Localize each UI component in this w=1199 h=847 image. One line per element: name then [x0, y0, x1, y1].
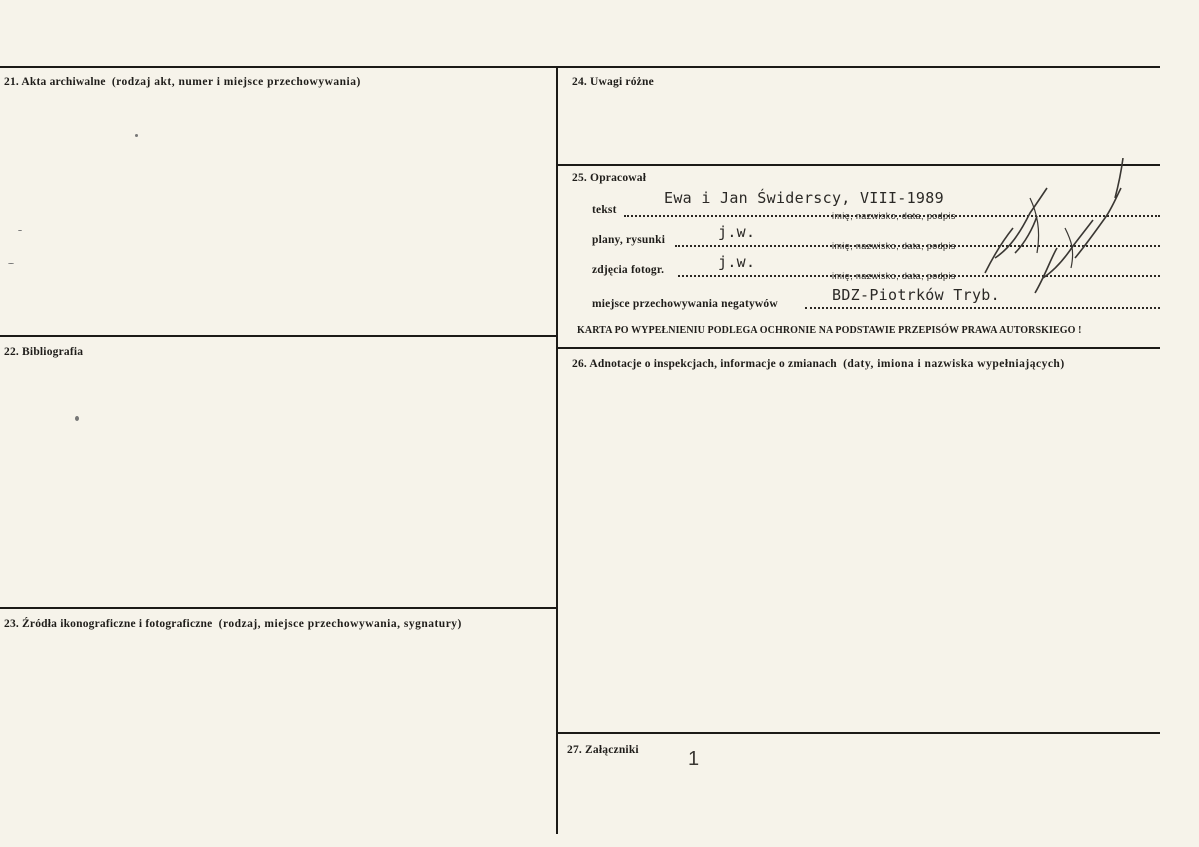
- section-26-title: 26. Adnotacje o inspekcjach, informacje o zmianach: [572, 358, 837, 370]
- section-25-label: 25. Opracował: [572, 172, 647, 184]
- rule-right-26: [556, 347, 1160, 349]
- rule-left-22: [0, 335, 558, 337]
- tekst-label: tekst: [592, 204, 617, 216]
- attachments-value: 1: [688, 748, 700, 770]
- section-21-label: [4, 76, 361, 88]
- signature-stroke-2: [1035, 158, 1123, 293]
- signature-stroke-1: [985, 188, 1047, 273]
- plany-label: plany, rysunki: [592, 234, 666, 246]
- zdjecia-caption: imię, nazwisko, data, podpis: [832, 271, 956, 281]
- tekst-caption: imię, nazwisko, data, podpis: [832, 211, 956, 221]
- signature-scribble: [975, 158, 1145, 308]
- negatywy-label: miejsce przechowywania negatywów: [592, 298, 778, 310]
- section-23-label: [4, 618, 462, 630]
- paper-speck: [8, 263, 14, 264]
- tekst-value: Ewa i Jan Świderscy, VIII-1989: [664, 189, 944, 207]
- paper-speck: [135, 134, 138, 137]
- section-27-label: 27. Załączniki: [567, 744, 639, 756]
- negatywy-value: BDZ-Piotrków Tryb.: [832, 286, 1000, 304]
- top-rule: [0, 66, 1160, 68]
- plany-value: j.w.: [718, 223, 756, 241]
- section-21-title: 21. Akta archiwalne: [4, 76, 106, 88]
- copyright-notice: KARTA PO WYPEŁNIENIU PODLEGA OCHRONIE NA PODSTAWIE PRZEPISÓW PRAWA AUTORSKIEGO !: [577, 325, 1082, 336]
- paper-speck: [75, 416, 79, 421]
- section-26-subtitle: (daty, imiona i nazwiska wypełniających): [843, 358, 1065, 370]
- plany-caption: imię, nazwisko, data, podpis: [832, 241, 956, 251]
- zdjecia-label: zdjęcia fotogr.: [592, 264, 665, 276]
- rule-right-27: [556, 732, 1160, 734]
- section-21-subtitle: (rodzaj akt, numer i miejsce przechowywania): [111, 76, 361, 88]
- section-26-label: [572, 358, 1065, 370]
- section-22-label: 22. Bibliografia: [4, 346, 84, 358]
- section-23-subtitle: (rodzaj, miejsce przechowywania, sygnatury): [218, 618, 462, 630]
- section-23-title: 23. Źródła ikonograficzne i fotograficzne: [4, 618, 213, 630]
- zdjecia-value: j.w.: [718, 253, 756, 271]
- center-divider: [556, 66, 558, 834]
- rule-left-23: [0, 607, 558, 609]
- section-24-label: 24. Uwagi różne: [572, 76, 654, 88]
- paper-speck: [18, 230, 22, 231]
